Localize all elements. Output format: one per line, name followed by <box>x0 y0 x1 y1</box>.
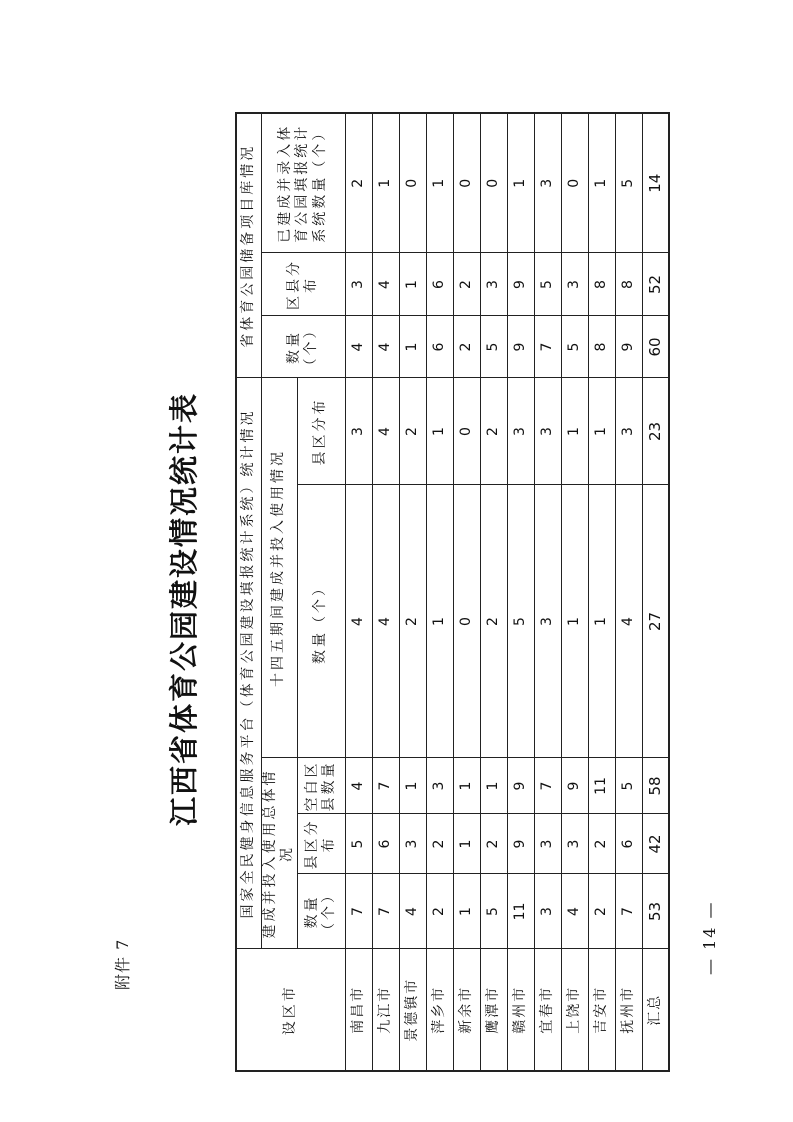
cell-reserve-built: 1 <box>507 113 534 253</box>
header-fourteenth-plan: 十四五期间建成并投入使用情况 <box>261 378 297 758</box>
cell-reserve-county: 3 <box>561 253 588 316</box>
cell-empty-county: 5 <box>615 758 642 814</box>
table-row <box>453 113 480 1071</box>
header-overall-use: 建成并投入使用总体情况 <box>261 758 297 949</box>
cell-county-dist: 5 <box>345 814 372 874</box>
cell-reserve-built: 0 <box>561 113 588 253</box>
cell-reserve-built: 0 <box>453 113 480 253</box>
cell-city: 上饶市 <box>561 949 588 1071</box>
cell-reserve-built: 5 <box>615 113 642 253</box>
cell-plan-count: 4 <box>345 485 372 758</box>
cell-reserve-county: 4 <box>372 253 399 316</box>
cell-reserve-county: 6 <box>426 253 453 316</box>
cell-count: 7 <box>345 874 372 949</box>
cell-county-dist: 2 <box>480 814 507 874</box>
table-row <box>372 113 399 1071</box>
cell-city: 鹰潭市 <box>480 949 507 1071</box>
cell-empty-county: 7 <box>372 758 399 814</box>
cell-reserve-built: 1 <box>372 113 399 253</box>
cell-city: 萍乡市 <box>426 949 453 1071</box>
table-row <box>399 113 426 1071</box>
cell-county-dist: 1 <box>453 814 480 874</box>
cell-reserve-count: 5 <box>480 316 507 378</box>
cell-plan-count: 4 <box>372 485 399 758</box>
cell-plan-county: 3 <box>534 378 561 485</box>
header-count: 数量（个） <box>297 874 345 949</box>
cell-plan-county: 1 <box>426 378 453 485</box>
cell-count: 5 <box>480 874 507 949</box>
header-reserve-built: 已建成并录入体育公园填报统计系统数量（个） <box>261 113 345 253</box>
cell-reserve-count: 5 <box>561 316 588 378</box>
cell-reserve-built: 2 <box>345 113 372 253</box>
cell-reserve-count: 60 <box>642 316 669 378</box>
cell-count: 7 <box>372 874 399 949</box>
cell-count: 7 <box>615 874 642 949</box>
header-reserve-group: 省体育公园储备项目库情况 <box>236 113 261 378</box>
cell-reserve-count: 9 <box>507 316 534 378</box>
cell-plan-county: 2 <box>480 378 507 485</box>
cell-county-dist: 3 <box>399 814 426 874</box>
cell-reserve-count: 1 <box>399 316 426 378</box>
cell-empty-county: 11 <box>588 758 615 814</box>
cell-empty-county: 1 <box>480 758 507 814</box>
cell-empty-county: 9 <box>507 758 534 814</box>
cell-plan-county: 0 <box>453 378 480 485</box>
cell-plan-count: 1 <box>561 485 588 758</box>
header-reserve-county: 区县分布 <box>261 253 345 316</box>
cell-count: 4 <box>399 874 426 949</box>
cell-reserve-count: 6 <box>426 316 453 378</box>
page-title: 江西省体育公园建设情况统计表 <box>167 391 201 826</box>
cell-county-dist: 6 <box>372 814 399 874</box>
table-row <box>588 113 615 1071</box>
table-row <box>534 113 561 1071</box>
table-body <box>345 113 669 1071</box>
table-row <box>615 113 642 1071</box>
statistics-table-container <box>235 114 664 1072</box>
table-row <box>507 113 534 1071</box>
cell-reserve-built: 14 <box>642 113 669 253</box>
cell-city: 九江市 <box>372 949 399 1071</box>
cell-reserve-built: 1 <box>426 113 453 253</box>
cell-empty-county: 1 <box>399 758 426 814</box>
cell-count: 11 <box>507 874 534 949</box>
cell-reserve-built: 0 <box>399 113 426 253</box>
cell-plan-count: 5 <box>507 485 534 758</box>
header-city: 设区市 <box>236 949 345 1071</box>
cell-reserve-built: 0 <box>480 113 507 253</box>
cell-county-dist: 6 <box>615 814 642 874</box>
cell-plan-county: 1 <box>561 378 588 485</box>
cell-county-dist: 42 <box>642 814 669 874</box>
cell-plan-count: 27 <box>642 485 669 758</box>
cell-count: 4 <box>561 874 588 949</box>
header-county-dist: 县区分布 <box>297 814 345 874</box>
cell-county-dist: 3 <box>561 814 588 874</box>
cell-city: 景德镇市 <box>399 949 426 1071</box>
cell-plan-county: 1 <box>588 378 615 485</box>
table-row <box>426 113 453 1071</box>
cell-plan-count: 1 <box>426 485 453 758</box>
table-row <box>561 113 588 1071</box>
cell-reserve-county: 1 <box>399 253 426 316</box>
cell-reserve-built: 1 <box>588 113 615 253</box>
cell-reserve-count: 2 <box>453 316 480 378</box>
cell-city: 南昌市 <box>345 949 372 1071</box>
cell-plan-count: 3 <box>534 485 561 758</box>
header-plan-count: 数量（个） <box>297 485 345 758</box>
cell-plan-county: 23 <box>642 378 669 485</box>
cell-empty-county: 58 <box>642 758 669 814</box>
cell-count: 3 <box>534 874 561 949</box>
cell-city: 新余市 <box>453 949 480 1071</box>
cell-plan-count: 4 <box>615 485 642 758</box>
header-reserve-count: 数量（个） <box>261 316 345 378</box>
cell-plan-county: 3 <box>345 378 372 485</box>
cell-empty-county: 3 <box>426 758 453 814</box>
cell-reserve-county: 3 <box>345 253 372 316</box>
cell-count: 2 <box>588 874 615 949</box>
statistics-table <box>235 112 670 1072</box>
cell-plan-county: 3 <box>507 378 534 485</box>
cell-plan-count: 1 <box>588 485 615 758</box>
cell-reserve-county: 8 <box>588 253 615 316</box>
annex-label: 附件 7 <box>113 938 132 990</box>
cell-plan-county: 4 <box>372 378 399 485</box>
cell-city: 抚州市 <box>615 949 642 1071</box>
cell-county-dist: 2 <box>588 814 615 874</box>
cell-empty-county: 9 <box>561 758 588 814</box>
cell-plan-count: 2 <box>480 485 507 758</box>
cell-reserve-county: 3 <box>480 253 507 316</box>
cell-plan-count: 0 <box>453 485 480 758</box>
cell-reserve-county: 9 <box>507 253 534 316</box>
table-row <box>345 113 372 1071</box>
cell-count: 2 <box>426 874 453 949</box>
cell-reserve-county: 2 <box>453 253 480 316</box>
cell-county-dist: 2 <box>426 814 453 874</box>
page-number: — 14 — <box>700 900 719 975</box>
cell-reserve-county: 5 <box>534 253 561 316</box>
header-platform-group: 国家全民健身信息服务平台（体育公园建设填报统计系统）统计情况 <box>236 378 261 949</box>
cell-reserve-count: 9 <box>615 316 642 378</box>
cell-empty-county: 1 <box>453 758 480 814</box>
cell-reserve-built: 3 <box>534 113 561 253</box>
cell-reserve-count: 8 <box>588 316 615 378</box>
header-empty-county: 空白区县数量 <box>297 758 345 814</box>
header-plan-county: 县区分布 <box>297 378 345 485</box>
cell-city: 汇总 <box>642 949 669 1071</box>
cell-plan-county: 3 <box>615 378 642 485</box>
cell-reserve-county: 8 <box>615 253 642 316</box>
cell-reserve-county: 52 <box>642 253 669 316</box>
cell-empty-county: 4 <box>345 758 372 814</box>
cell-city: 宜春市 <box>534 949 561 1071</box>
cell-city: 赣州市 <box>507 949 534 1071</box>
cell-plan-county: 2 <box>399 378 426 485</box>
cell-county-dist: 3 <box>534 814 561 874</box>
cell-empty-county: 7 <box>534 758 561 814</box>
cell-county-dist: 9 <box>507 814 534 874</box>
cell-reserve-count: 7 <box>534 316 561 378</box>
cell-count: 53 <box>642 874 669 949</box>
cell-reserve-count: 4 <box>345 316 372 378</box>
cell-reserve-count: 4 <box>372 316 399 378</box>
cell-city: 吉安市 <box>588 949 615 1071</box>
table-row <box>480 113 507 1071</box>
table-row <box>642 113 669 1071</box>
cell-plan-count: 2 <box>399 485 426 758</box>
cell-count: 1 <box>453 874 480 949</box>
